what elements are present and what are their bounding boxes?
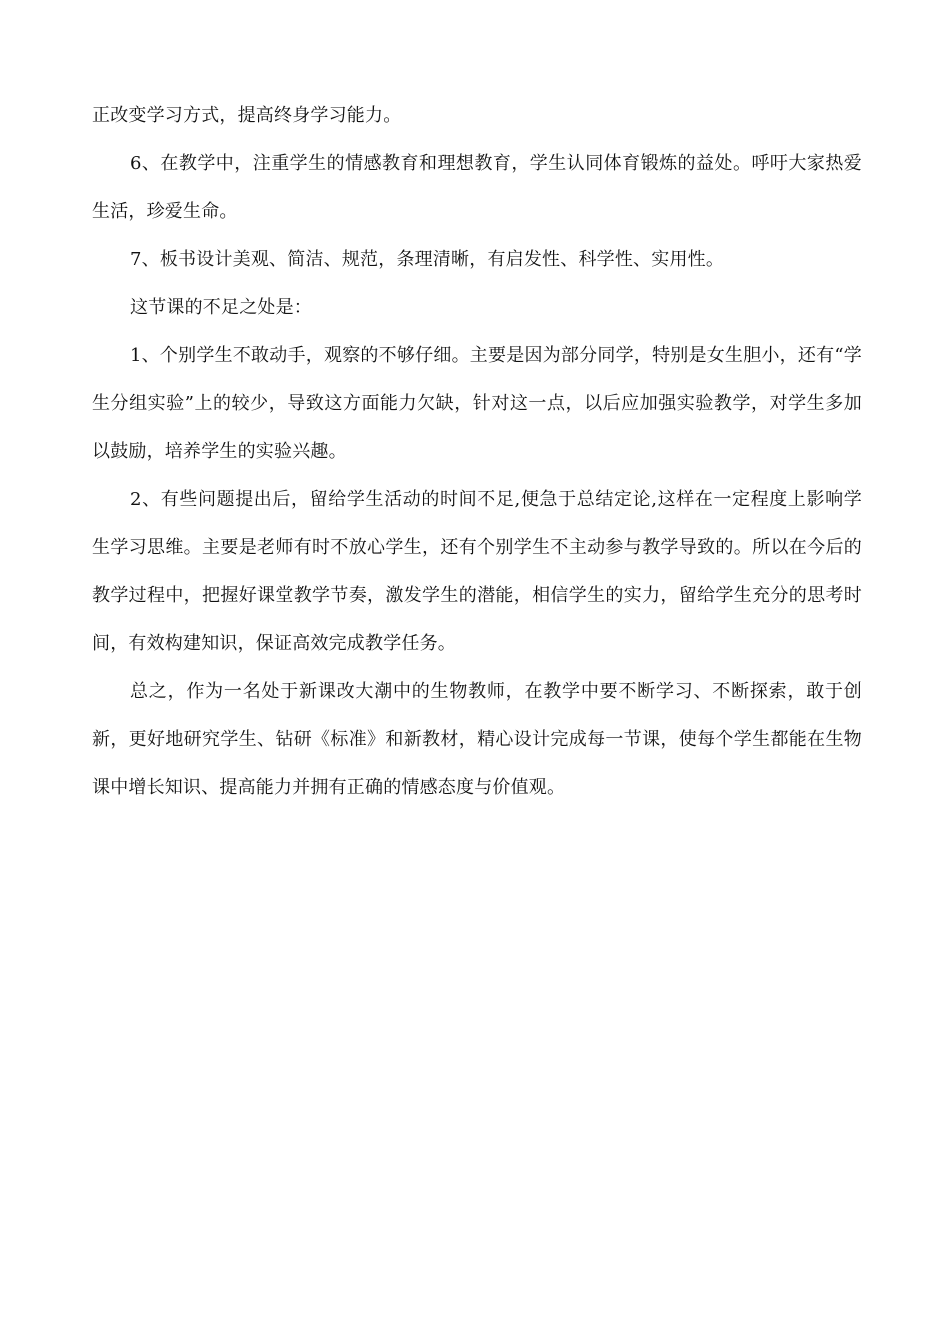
- paragraph-point-6: 6、在教学中，注重学生的情感教育和理想教育，学生认同体育锻炼的益处。呼吁大家热爱生活，珍爱生命。: [92, 153, 862, 222]
- paragraph-point-7: 7、板书设计美观、简洁、规范，条理清晰，有启发性、科学性、实用性。: [130, 249, 725, 270]
- paragraph-continuation: 正改变学习方式，提高终身学习能力。: [92, 105, 402, 126]
- paragraph-shortcomings-heading: 这节课的不足之处是：: [130, 297, 312, 318]
- paragraph-shortcoming-1: 1、个别学生不敢动手，观察的不够仔细。主要是因为部分同学，特别是女生胆小，还有“学生分组实验”上的较少，导致这方面能力欠缺，针对这一点，以后应加强实验教学，对学生多加以鼓励，培养学生的实验兴趣。: [92, 345, 862, 462]
- paragraph-shortcoming-2: 2、有些问题提出后，留给学生活动的时间不足,便急于总结定论,这样在一定程度上影响学生学习思维。主要是老师有时不放心学生，还有个别学生不主动参与教学导致的。所以在今后的教学过程中，把握好课堂教学节奏，激发学生的潜能，相信学生的实力，留给学生充分的思考时间，有效构建知识，保证高效完成教学任务。: [92, 489, 862, 654]
- paragraph-conclusion: 总之，作为一名处于新课改大潮中的生物教师，在教学中要不断学习、不断探索，敢于创新，更好地研究学生、钻研《标准》和新教材，精心设计完成每一节课，使每个学生都能在生物课中增长知识、提高能力并拥有正确的情感态度与价值观。: [92, 681, 862, 798]
- document-body: [92, 92, 862, 812]
